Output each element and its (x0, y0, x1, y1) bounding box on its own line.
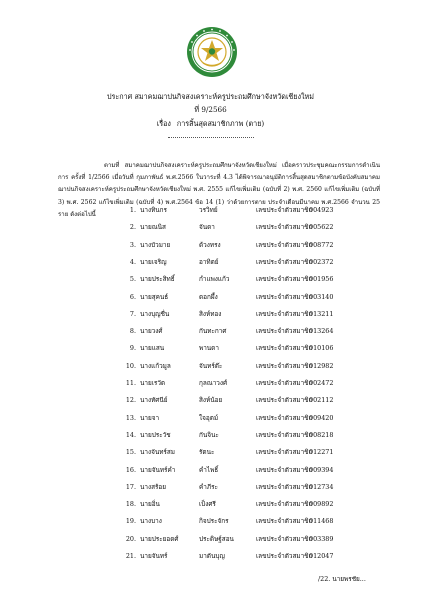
list-item (0, 344, 421, 362)
member-first-name: นายณนิส (140, 223, 166, 232)
member-first-name: นายประสิทธิ์ (140, 275, 175, 284)
member-number: 3. (129, 240, 136, 249)
list-item (0, 483, 421, 501)
list-item (0, 396, 421, 414)
list-item (0, 241, 421, 259)
member-last-name: ใจอุตม์ (199, 413, 219, 422)
member-number: 14. (125, 430, 136, 439)
member-first-name: นายสุคนธ์ (140, 292, 169, 301)
member-number: 1. (129, 206, 136, 214)
member-first-name: นางสร้อย (140, 482, 166, 491)
list-item (0, 500, 421, 518)
list-item (0, 258, 421, 276)
member-id-label: เลขประจำตัวสมาชิก (256, 396, 313, 405)
member-number: 12. (125, 396, 136, 405)
list-item (0, 327, 421, 345)
continuation-note: /22. นายพรชัย... (318, 575, 366, 583)
member-first-name: นางบัวมาย (140, 240, 171, 249)
member-first-name: นางทัศนีย์ (140, 396, 168, 405)
announcement-number-value: 9/2566 (201, 105, 227, 114)
member-id: 003389 (309, 534, 334, 543)
member-last-name: คำภีระ (199, 482, 218, 491)
member-id: 002372 (309, 257, 334, 266)
member-last-name: กันจินะ (199, 430, 219, 439)
list-item (0, 275, 421, 293)
member-id-label: เลขประจำตัวสมาชิก (256, 344, 313, 353)
member-id: 008772 (309, 240, 334, 249)
member-id-label: เลขประจำตัวสมาชิก (256, 223, 313, 232)
announcement-title: ประกาศ สมาคมฌาปนกิจสงเคราะห์ครูประถมศึกษาจังหวัดเชียงใหม่ (106, 92, 315, 101)
member-id: 013211 (309, 309, 334, 318)
member-first-name: นายประวัช (140, 430, 171, 439)
member-id: 002112 (309, 396, 334, 405)
subject-label: เรื่อง (156, 119, 171, 128)
list-item (0, 466, 421, 484)
member-number: 16. (125, 465, 136, 474)
list-item (0, 293, 421, 311)
member-id-label: เลขประจำตัวสมาชิก (256, 327, 313, 336)
member-number: 18. (125, 500, 136, 509)
announcement-number-label: ที่ (194, 105, 200, 114)
member-id-label: เลขประจำตัวสมาชิก (256, 552, 313, 560)
member-id: 004923 (309, 206, 334, 214)
member-id-label: เลขประจำตัวสมาชิก (256, 465, 313, 474)
member-last-name: วรวิทย์ (199, 206, 218, 214)
member-first-name: นายจันทร์คำ (140, 465, 176, 474)
member-id: 012734 (309, 482, 334, 491)
member-first-name: นางทินกร (140, 206, 167, 214)
member-first-name: นางจันทร์สม (140, 448, 175, 457)
member-last-name: รัตนะ (199, 448, 215, 457)
member-id-label: เลขประจำตัวสมาชิก (256, 240, 313, 249)
member-id: 002472 (309, 379, 334, 387)
member-last-name: สิงห์ทอง (199, 309, 222, 318)
member-last-name: กันทะกาศ (199, 327, 227, 336)
subject-value: การสิ้นสุดสมาชิกภาพ (ตาย) (176, 119, 265, 128)
member-id-label: เลขประจำตัวสมาชิก (256, 517, 313, 526)
member-id-label: เลขประจำตัวสมาชิก (256, 500, 313, 509)
member-id: 009394 (309, 465, 334, 474)
member-number: 8. (129, 327, 136, 336)
member-first-name: นางบุญชื่น (140, 309, 170, 318)
member-number: 9. (129, 344, 136, 353)
list-item (0, 206, 421, 224)
member-id-label: เลขประจำตัวสมาชิก (256, 448, 313, 457)
member-last-name: ด้วงทรง (199, 240, 221, 249)
member-id-label: เลขประจำตัวสมาชิก (256, 275, 313, 284)
list-item (0, 414, 421, 432)
member-first-name: นายประยอดศ์ (140, 534, 179, 543)
member-number: 11. (125, 379, 136, 387)
member-id: 012271 (309, 448, 334, 457)
member-id-label: เลขประจำตัวสมาชิก (256, 206, 313, 214)
member-last-name: ดอกผึ้ง (199, 292, 218, 301)
member-number: 5. (129, 275, 136, 284)
member-id-label: เลขประจำตัวสมาชิก (256, 534, 313, 543)
member-first-name: นายอิ่น (140, 500, 160, 509)
member-id: 011468 (309, 517, 334, 526)
announcement-subject (0, 119, 421, 128)
member-number: 17. (125, 482, 136, 491)
member-last-name: จันดา (199, 223, 215, 232)
member-first-name: นายแสน (140, 344, 165, 353)
member-id: 013264 (309, 327, 334, 336)
member-id-label: เลขประจำตัวสมาชิก (256, 309, 313, 318)
member-first-name: นายจา (140, 413, 160, 422)
announcement-body: ตามที่ สมาคมฌาปนกิจสงเคราะห์ครูประถมศึกษาจังหวัดเชียงใหม่ เมื่อคราวประชุมคณะกรรมการดำเนินการ ครั้งที่ 1/2566 เมื่อวันที่ กุมภาพันธ์ พ.ศ.2566 ในวาระที่ 4.3 ได้พิจารณาอนุมัติการสิ้นสุดสมาชิกตามข้อบังคับสมาคมฌาปนกิจสงเคราะห์ครูประถมศึกษาจังหวัดเชียงใหม่ พ.ศ. 2555 แก้ไขเพิ่มเติม (ฉบับที่ 2) พ.ศ. 2560 แก้ไขเพิ่มเติม (ฉบับที่ 3) พ.ศ. 2562 แก้ไขเพิ่มเติม (ฉบับที่ 4) พ.ศ.2564 ข้อ 14 (1) ว่าด้วยการตาย ประจำเดือนมีนาคม พ.ศ.2566 จำนวน 25 ราย ดังต่อไปนี้ (58, 162, 380, 218)
list-item (0, 552, 421, 570)
announcement-number (0, 105, 421, 114)
member-number: 15. (125, 448, 136, 457)
member-id: 003140 (309, 292, 334, 301)
member-id-label: เลขประจำตัวสมาชิก (256, 379, 313, 387)
member-last-name: คำไพธิ์ (199, 465, 219, 474)
list-item (0, 223, 421, 241)
member-last-name: กิจประจักร (199, 517, 229, 526)
member-number: 10. (125, 361, 136, 370)
member-id-label: เลขประจำตัวสมาชิก (256, 413, 313, 422)
member-id: 005622 (309, 223, 334, 232)
member-first-name: นางแก้วมูล (140, 361, 171, 370)
member-last-name: จันทร์ต๊ะ (199, 361, 223, 370)
member-last-name: กำแพงแก้ว (199, 275, 230, 284)
member-id-label: เลขประจำตัวสมาชิก (256, 361, 313, 370)
list-item (0, 431, 421, 449)
member-id: 009420 (309, 413, 334, 422)
member-id: 009892 (309, 500, 334, 509)
dotted-divider (168, 137, 254, 138)
member-last-name: มาตันบุญ (199, 552, 225, 560)
association-seal-logo (186, 26, 238, 78)
member-last-name: เป็งศรี (199, 500, 216, 509)
list-item (0, 310, 421, 328)
list-item (0, 517, 421, 535)
list-item (0, 535, 421, 553)
member-last-name: อาทิตย์ (199, 257, 219, 266)
list-item (0, 448, 421, 466)
member-number: 6. (129, 292, 136, 301)
member-last-name: สิงห์น้อย (199, 396, 223, 405)
member-id: 008218 (309, 430, 334, 439)
member-number: 7. (129, 309, 136, 318)
member-id-label: เลขประจำตัวสมาชิก (256, 292, 313, 301)
member-first-name: นายเจริญ (140, 257, 167, 266)
member-number: 2. (129, 223, 136, 232)
member-id-label: เลขประจำตัวสมาชิก (256, 257, 313, 266)
list-item (0, 362, 421, 380)
member-first-name: นายจันทร์ (140, 552, 168, 560)
member-first-name: นายวงศ์ (140, 327, 163, 336)
member-id-label: เลขประจำตัวสมาชิก (256, 430, 313, 439)
member-id: 012047 (309, 552, 334, 560)
member-number: 20. (125, 534, 136, 543)
member-id: 010106 (309, 344, 334, 353)
member-number: 21. (125, 552, 136, 560)
member-number: 13. (125, 413, 136, 422)
member-id: 001956 (309, 275, 334, 284)
member-number: 19. (125, 517, 136, 526)
member-last-name: ประดิษฐ์สอน (199, 534, 234, 543)
member-first-name: นางบาง (140, 517, 162, 526)
list-item (0, 379, 421, 397)
member-id: 012982 (309, 361, 334, 370)
member-id-label: เลขประจำตัวสมาชิก (256, 482, 313, 491)
member-first-name: นายเรวัต (140, 379, 166, 387)
member-number: 4. (129, 257, 136, 266)
member-last-name: กุลณาวงศ์ (199, 379, 228, 387)
member-last-name: พานดา (199, 344, 219, 353)
